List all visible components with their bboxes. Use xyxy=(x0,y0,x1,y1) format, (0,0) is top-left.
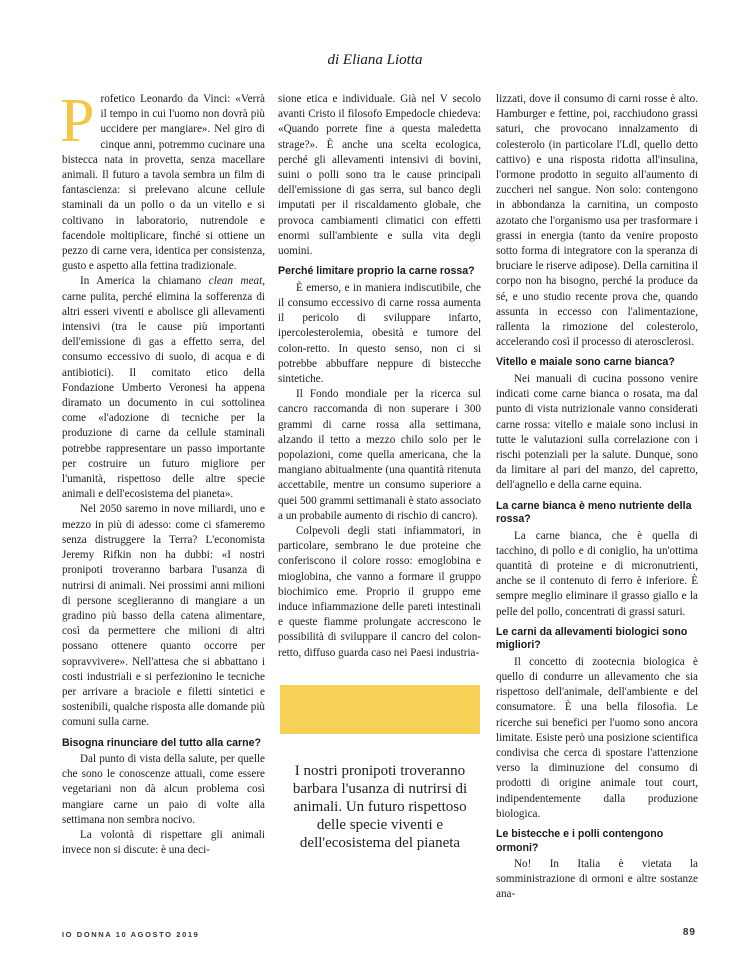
paragraph: La volontà di rispettare gli animali invece non si discute: è una deci- xyxy=(62,829,265,857)
paragraph: lizzati, dove il consumo di carni rosse è alto. Hamburger e fettine, poi, racchiudono grassi saturi, che provocano innalzamento di colesterolo (in particolare l'Ldl, quello detto cattivo) e una risposta ridotta all'insulina, l'ormone prodotto in seguito all'aumento di zuccheri nel sangue. Non solo: contengono in abbondanza la carnitina, un composto azotato che l'organismo usa per trasformare i grassi in energia (tanto da venire proposto sotto forma di integratore con la speranza di bruciare le riserve adipose). Della carnitina il corpo non ha bisogno, perché la produce da sé, e uno studio recente prova che, quando assunta in eccesso con l'alimentazione, rallenta la rimozione del colesterolo, accelerando così il processo di aterosclerosi. xyxy=(496,93,698,349)
paragraph: Nel 2050 saremo in nove miliardi, uno e mezzo in più di adesso: come ci sfameremo senza distruggere la Terra? L'economista Jeremy Rifkin non ha dubbi: «I nostri pronipoti troveranno barbara l'usanza di nutrirsi di animali. Nei prossimi anni milioni di persone sceglieranno di mangiare a un gradino più basso della catena alimentare, così da permettere che milioni di altri possano ottenere quanto occorre per sopravvivere». Nell'attesa che si abbattano i costi industriali e si perfezionino le tecniche per arrivare a braciole e filetti sintetici e sostenibili, qualche risposta alle domande più comuni sulla carne. xyxy=(62,503,265,729)
section-heading: Perché limitare proprio la carne rossa? xyxy=(278,265,475,278)
section-heading: Le bistecche e i polli contengono ormoni? xyxy=(496,828,664,854)
paragraph: È emerso, e in maniera indiscutibile, che il consumo eccessivo di carne rossa aumenta il pericolo di sviluppare infarto, ipercolesterolemia, obesità e tumore del colon-retto. In questo senso, non ci si potrebbe abbuffare neppure di bistecche sintetiche. xyxy=(278,281,481,385)
paragraph: Colpevoli degli stati infiammatori, in particolare, sembrano le due proteine che conferiscono il colore rosso: emoglobina e mioglobina, che vanno a formare il gruppo biochimico eme. Proprio il gruppo eme induce infiammazione delle pareti intestinali e queste fiamme prolungate accrescono le possibilità di sviluppare il cancro del colon-retto, diffuso guarda caso nei Paesi industria- xyxy=(278,524,481,659)
paragraph: Dal punto di vista della salute, per quelle che sono le conoscenze attuali, come essere vegetariani non dà alcun problema così mangiare carne un paio di volte alla settimana non sembra nocivo. xyxy=(62,753,265,826)
section-heading: Vitello e maiale sono carne bianca? xyxy=(496,356,675,369)
section-heading: Bisogna rinunciare del tutto alla carne? xyxy=(62,736,261,749)
paragraph: Il concetto di zootecnia biologica è quello di condurre un allevamento che sia rispettoso dell'animale, dell'ambiente e del consumatore. È una bella filosofia. Le ricerche sui benefici per l'uomo sono ancora limitate. Esiste però una posizione scientifica condivisa che cerca di spostare l'attenzione verso la diminuzione del consumo di prodotti di origine animale tout court, indipendentemente dalla produzione biologica. xyxy=(496,655,698,820)
column-2 xyxy=(278,92,481,661)
page-number: 89 xyxy=(682,927,696,938)
column-3 xyxy=(496,92,698,903)
column-1 xyxy=(60,87,265,858)
section-heading: Le carni da allevamenti biologici sono migliori? xyxy=(496,625,688,652)
paragraph: La carne bianca, che è quella di tacchino, di pollo e di coniglio, ha un'ottima quantità di proteine e di micronutrienti, anche se il contenuto di ferro è inferiore. È sempre meglio eliminare il grasso giallo e la pelle del pollo, concentrati di grassi saturi. xyxy=(496,529,698,618)
yellow-accent-box xyxy=(280,685,480,734)
paragraph: sione etica e individuale. Già nel V secolo avanti Cristo il filosofo Empedocle chiedeva: «Quando porrete fine a questa maledetta strage?». È anche una scelta ecologica, perché gli allevamenti intensivi di bovini, suini o polli sono tra le cause principali dell'emissione di gas serra, sul banco degli imputati per il riscaldamento globale, che provoca cambiamenti climatici con effetti enormi sull'ambiente e sulla vita degli uomini. xyxy=(278,93,481,258)
paragraph: Il Fondo mondiale per la ricerca sul cancro raccomanda di non superare i 300 grammi di carne rossa alla settimana, alzando il tetto a mezzo chilo solo per le popolazioni, come quella americana, che la mangiano abitualmente (una quantità ritenuta accettabile, mentre un consumo superiore a quei 500 grammi settimanali è stato associato a un probabile aumento di rischio di cancro). xyxy=(278,388,481,522)
intro-paragraph: Profetico Leonardo da Vinci: «Verrà il tempo in cui l'uomo non dovrà più uccidere per mangiare». Nel giro di cinque anni, potremmo cucinare una bistecca nata in provetta, senza macellare animali. Il futuro a tavola sembra un film di fantascienza: si prelevano alcune cellule staminali da un pollo o da un vitello e si coltivano in laboratorio, nutrendole e facendole moltiplicare, finché si ottiene un pezzo di carne vera, identica per consistenza, gusto e aspetto alla fettina tradizionale. xyxy=(60,87,265,273)
footer-publication: IO DONNA 10 AGOSTO 2019 xyxy=(62,930,200,939)
byline: di Eliana Liotta xyxy=(327,52,423,68)
paragraph: In America la chiamano clean meat, carne pulita, perché elimina la sofferenza di altri esseri viventi e abolisce gli allevamenti intensivi (tra le cause più importanti dell'emissione di gas a effetto serra, del consumo eccessivo di suolo, di acqua e di antibiotici). Il comitato etico della Fondazione Umberto Veronesi ha appena diramato un documento in cui sottolinea come «l'adozione di tecniche per la produzione di carne da cellule staminali potrebbe rappresentare un passo importante per costruire un futuro migliore per l'umanità, rispettoso delle altre specie animali e dell'ecosistema del pianeta». xyxy=(62,275,265,501)
drop-cap: P xyxy=(60,87,95,155)
paragraph: No! In Italia è vietata la somministrazione di ormoni e altre sostanze ana- xyxy=(496,858,698,901)
paragraph: Nei manuali di cucina possono venire indicati come carne bianca o rosata, ma dal punto di vista nutrizionale vanno considerati carne rossa: vitello e maiale sono inclusi in tutte le valutazioni sulla correlazione con i rischi potenziali per la salute. Dunque, sono da limitare al pari del manzo, del capretto, dell'agnello e della carne equina. xyxy=(496,372,698,492)
pull-quote: I nostri pronipoti troveranno barbara l'usanza di nutrirsi di animali. Un futuro rispettoso delle specie viventi e dell'ecosistema del pianeta xyxy=(292,763,468,851)
section-heading: La carne bianca è meno nutriente della rossa? xyxy=(496,499,692,526)
